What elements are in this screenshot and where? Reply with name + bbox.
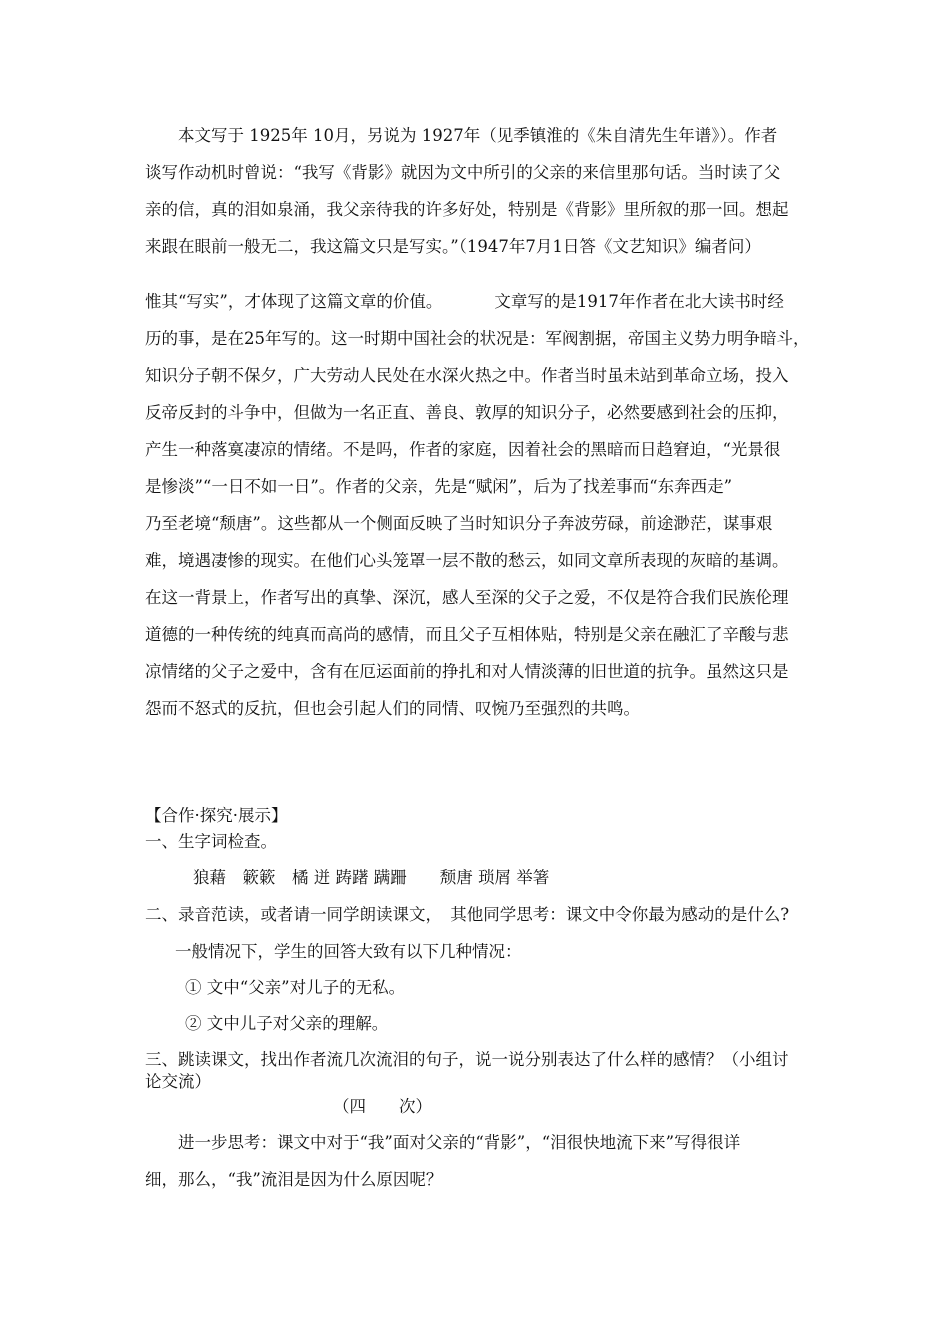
list-item: 三、跳读课文，找出作者流几次流泪的句子，说一说分别表达了什么样的感情？（小组讨 — [145, 1050, 789, 1069]
answer-item: ② 文中儿子对父亲的理解。 — [185, 1014, 389, 1033]
paragraph-line: 反帝反封的斗争中，但做为一名正直、善良、敦厚的知识分子，必然要感到社会的压抑， — [145, 403, 789, 422]
list-item: 二、录音范读，或者请一同学朗读课文， 其他同学思考：课文中令你最为感动的是什么? — [145, 905, 790, 924]
paragraph-line: 谈写作动机时曾说：“我写《背影》就因为文中所引的父亲的来信里那句话。当时读了父 — [145, 163, 781, 182]
paragraph-line: 来跟在眼前一般无二，我这篇文只是写实。”（1947年7月1日答《文艺知识》编者问） — [145, 237, 761, 256]
paragraph-line: 在这一背景上，作者写出的真挚、深沉，感人至深的父子之爱，不仅是符合我们民族伦理 — [145, 588, 789, 607]
paragraph-line: 知识分子朝不保夕，广大劳动人民处在水深火热之中。作者当时虽未站到革命立场，投入 — [145, 366, 789, 385]
paragraph-line: 难，境遇凄惨的现实。在他们心头笼罩一层不散的愁云，如同文章所表现的灰暗的基调。 — [145, 551, 789, 570]
paragraph-line: 乃至老境“颓唐”。这些都从一个侧面反映了当时知识分子奔波劳碌，前途渺茫，谋事艰 — [145, 514, 773, 533]
section-heading: 【合作·探究·展示】 — [145, 806, 288, 825]
paragraph-segment: 文章写的是1917年作者在北大读书时经 — [494, 292, 784, 311]
paragraph-segment: 惟其“写实”，才体现了这篇文章的价值。 — [145, 292, 443, 311]
paragraph-line: 怨而不怒式的反抗，但也会引起人们的同情、叹惋乃至强烈的共鸣。 — [145, 699, 640, 718]
paragraph-line: 历的事，是在25年写的。这一时期中国社会的状况是：军阀割据，帝国主义势力明争暗斗， — [145, 329, 810, 348]
paragraph-line — [145, 292, 825, 312]
vocabulary-list: 狼藉 簌簌 橘 迸 踌躇 蹒跚 颓唐 琐屑 举箸 — [193, 868, 550, 887]
list-item-continuation: 论交流） — [145, 1072, 211, 1091]
paragraph-line: 本文写于 1925年 10月，另说为 1927年（见季镇淮的《朱自清先生年谱》）。作者 — [145, 126, 778, 145]
note-text: 一般情况下，学生的回答大致有以下几种情况： — [175, 942, 522, 961]
paragraph-line: 凉情绪的父子之爱中，含有在厄运面前的挣扎和对人情淡薄的旧世道的抗争。虽然这只是 — [145, 662, 789, 681]
list-item: 一、生字词检查。 — [145, 832, 277, 851]
paragraph-line: 产生一种落寞凄凉的情绪。不是吗，作者的家庭，因着社会的黑暗而日趋窘迫，“光景很 — [145, 440, 781, 459]
paragraph-line: 是惨淡”“一日不如一日”。作者的父亲，先是“赋闲”，后为了找差事而“东奔西走” — [145, 477, 733, 496]
paragraph-line: 道德的一种传统的纯真而高尚的感情，而且父子互相体贴，特别是父亲在融汇了辛酸与悲 — [145, 625, 789, 644]
answer-text: （四 次） — [333, 1097, 432, 1116]
paragraph-line: 进一步思考：课文中对于“我”面对父亲的“背影”，“泪很快地流下来”写得很详 — [145, 1133, 741, 1152]
paragraph-line: 细，那么，“我”流泪是因为什么原因呢？ — [145, 1170, 443, 1189]
paragraph-line: 亲的信，真的泪如泉涌，我父亲待我的许多好处，特别是《背影》里所叙的那一回。想起 — [145, 200, 789, 219]
answer-item: ① 文中“父亲”对儿子的无私。 — [185, 978, 406, 997]
